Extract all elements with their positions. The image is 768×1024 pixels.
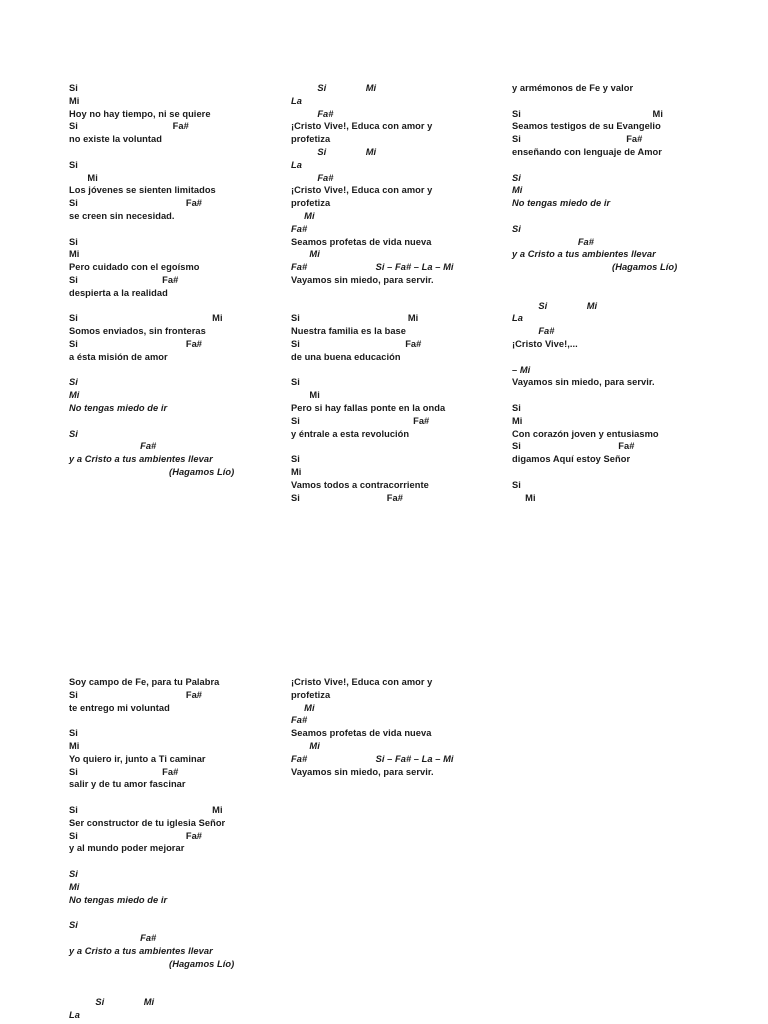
chord-line: Si xyxy=(69,83,78,93)
lyric-line: (Hagamos Lío) xyxy=(69,958,235,969)
chord-line: Mi xyxy=(512,492,536,503)
blank-line xyxy=(291,440,509,453)
lyric-line: Vamos todos a contracorriente xyxy=(291,479,429,490)
lyrics-column-3 xyxy=(512,82,730,504)
lyric-line: (Hagamos Lío) xyxy=(69,466,235,477)
chord-line: Mi xyxy=(69,881,80,892)
lyric-line: de una buena educación xyxy=(291,351,401,362)
lyric-line: digamos Aquí estoy Señor xyxy=(512,454,631,465)
chord-line: Mi xyxy=(291,390,320,401)
blank-line xyxy=(69,714,287,727)
blank-line xyxy=(69,146,287,159)
blank-line xyxy=(291,364,509,377)
blank-line xyxy=(512,159,730,172)
chord-line: Fa# xyxy=(291,715,308,726)
lyric-line: No tengas miedo de ir xyxy=(69,402,168,413)
lyric-line: Los jóvenes se sienten limitados xyxy=(69,185,216,196)
chord-line: Si xyxy=(512,223,521,234)
lyric-line: ¡Cristo Vive!, Educa con amor y xyxy=(291,185,433,196)
lyric-line: despierta a la realidad xyxy=(69,287,168,298)
lyric-line: te entrego mi voluntad xyxy=(69,702,170,713)
chord-line: Si xyxy=(291,377,300,388)
chord-line: – Mi xyxy=(512,364,531,375)
lyric-line: profetiza xyxy=(291,198,331,209)
lyrics-column-1 xyxy=(69,82,287,479)
chord-line: Si Mi xyxy=(291,313,419,324)
chord-line: Mi xyxy=(512,185,523,196)
lyric-line: Vayamos sin miedo, para servir. xyxy=(291,766,434,777)
lyric-line: Seamos testigos de su Evangelio xyxy=(512,121,661,132)
chord-line: Si Fa# xyxy=(69,338,203,349)
blank-line xyxy=(69,906,287,919)
blank-line xyxy=(512,351,730,364)
lyric-line: Soy campo de Fe, para tu Palabra xyxy=(69,677,220,687)
lyric-line: Seamos profetas de vida nueva xyxy=(291,236,432,247)
chord-line: Fa# xyxy=(512,236,594,247)
chord-line: Si Mi xyxy=(291,146,377,157)
lyric-line: Ser constructor de tu iglesia Señor xyxy=(69,817,226,828)
chord-line: Fa# xyxy=(512,326,555,337)
lyric-line: Pero si hay fallas ponte en la onda xyxy=(291,402,446,413)
blank-line xyxy=(69,300,287,313)
chord-line: Si Mi xyxy=(512,108,663,119)
blank-line xyxy=(69,364,287,377)
lyric-line: profetiza xyxy=(291,134,331,145)
lyric-line: y a Cristo a tus ambientes llevar xyxy=(69,945,213,956)
chord-line: Si xyxy=(69,868,78,879)
chord-line: Si Fa# xyxy=(291,492,403,503)
chord-line: Si Fa# xyxy=(291,415,430,426)
chord-line: Si Fa# xyxy=(69,121,189,132)
blank-line xyxy=(69,223,287,236)
chord-line: Si Mi xyxy=(69,313,223,324)
chord-line: La xyxy=(512,313,523,324)
chord-line: Mi xyxy=(69,95,80,106)
chord-line: Si xyxy=(291,454,300,465)
blank-line xyxy=(69,855,287,868)
chord-line: Mi xyxy=(69,740,80,751)
chord-line: Si Fa# xyxy=(69,766,179,777)
chord-line: Si Fa# xyxy=(69,274,179,285)
chord-line: Si Mi xyxy=(69,996,155,1007)
lyric-line: (Hagamos Lío) xyxy=(512,262,678,273)
blank-line xyxy=(512,287,730,300)
lyric-line: se creen sin necesidad. xyxy=(69,210,175,221)
chord-line: Si xyxy=(69,920,78,931)
lyrics-column-5 xyxy=(291,676,509,778)
chord-line: Fa# xyxy=(69,441,157,452)
chord-line: Si Mi xyxy=(69,804,223,815)
lyric-line: y armémonos de Fe y valor xyxy=(512,83,634,93)
lyric-line: Yo quiero ir, junto a Ti caminar xyxy=(69,753,206,764)
chord-line: Si xyxy=(69,377,78,388)
chord-line: Mi xyxy=(291,466,302,477)
chord-line: Mi xyxy=(291,249,320,260)
lyric-line: no existe la voluntad xyxy=(69,134,163,145)
lyrics-column-4 xyxy=(69,676,287,1022)
chord-line: Fa# Si – Fa# – La – Mi xyxy=(291,753,454,764)
chord-line: Si Fa# xyxy=(69,830,203,841)
chord-line: Mi xyxy=(69,390,80,401)
lyric-line: a ésta misión de amor xyxy=(69,351,168,362)
lyric-line: salir y de tu amor fascinar xyxy=(69,779,186,790)
lyric-line: Con corazón joven y entusiasmo xyxy=(512,428,659,439)
lyric-line: ¡Cristo Vive!, Educa con amor y xyxy=(291,121,433,132)
lyric-line: Seamos profetas de vida nueva xyxy=(291,728,432,739)
chord-line: Si xyxy=(69,728,78,739)
chord-line: La xyxy=(69,1009,80,1020)
blank-line xyxy=(512,95,730,108)
chord-line: Mi xyxy=(291,740,320,751)
lyric-line: Pero cuidado con el egoísmo xyxy=(69,262,200,273)
lyric-line: Nuestra familia es la base xyxy=(291,326,406,337)
blank-line xyxy=(69,415,287,428)
lyric-line: Somos enviados, sin fronteras xyxy=(69,326,206,337)
chord-line: Mi xyxy=(69,249,80,260)
chord-line: Mi xyxy=(291,702,315,713)
lyric-line: No tengas miedo de ir xyxy=(69,894,168,905)
lyrics-column-2 xyxy=(291,82,509,504)
blank-line xyxy=(512,210,730,223)
lyric-line: y éntrale a esta revolución xyxy=(291,428,410,439)
chord-line: Fa# xyxy=(69,932,157,943)
lyric-line: Vayamos sin miedo, para servir. xyxy=(512,377,655,388)
blank-line xyxy=(512,274,730,287)
lyric-line: y al mundo poder mejorar xyxy=(69,843,185,854)
chord-line: Fa# xyxy=(291,223,308,234)
chord-line: Si Fa# xyxy=(512,441,635,452)
chord-line: La xyxy=(291,159,302,170)
chord-line: Mi xyxy=(291,210,315,221)
chord-line: Mi xyxy=(512,415,523,426)
blank-line xyxy=(512,466,730,479)
chord-line: Si Fa# xyxy=(512,134,643,145)
chord-line: Fa# xyxy=(291,172,334,183)
chord-line: La xyxy=(291,95,302,106)
blank-line xyxy=(69,791,287,804)
blank-line xyxy=(291,300,509,313)
lyric-line: profetiza xyxy=(291,689,331,700)
chord-line: Si xyxy=(512,402,521,413)
chord-line: Si xyxy=(512,172,521,183)
lyric-line: No tengas miedo de ir xyxy=(512,198,611,209)
chord-line: Si xyxy=(69,159,78,170)
chord-line: Fa# Si – Fa# – La – Mi xyxy=(291,262,454,273)
lyric-line: ¡Cristo Vive!, Educa con amor y xyxy=(291,677,433,687)
chord-line: Si Fa# xyxy=(291,338,422,349)
lyric-line: Hoy no hay tiempo, ni se quiere xyxy=(69,108,211,119)
blank-line xyxy=(512,389,730,402)
chord-line: Si Mi xyxy=(291,83,377,93)
lyric-line: y a Cristo a tus ambientes llevar xyxy=(512,249,656,260)
chord-line: Si Fa# xyxy=(69,689,203,700)
lyric-line: y a Cristo a tus ambientes llevar xyxy=(69,454,213,465)
blank-line xyxy=(69,970,287,983)
lyric-line: enseñando con lenguaje de Amor xyxy=(512,146,662,157)
chord-line: Mi xyxy=(69,172,98,183)
chord-line: Si xyxy=(69,428,78,439)
lyric-line: ¡Cristo Vive!,... xyxy=(512,338,578,349)
blank-line xyxy=(291,287,509,300)
chord-line: Si Fa# xyxy=(69,198,203,209)
chord-line: Si xyxy=(512,479,521,490)
lyric-line: Vayamos sin miedo, para servir. xyxy=(291,274,434,285)
chord-line: Fa# xyxy=(291,108,334,119)
blank-line xyxy=(69,983,287,996)
chord-line: Si xyxy=(69,236,78,247)
chord-line: Si Mi xyxy=(512,300,598,311)
